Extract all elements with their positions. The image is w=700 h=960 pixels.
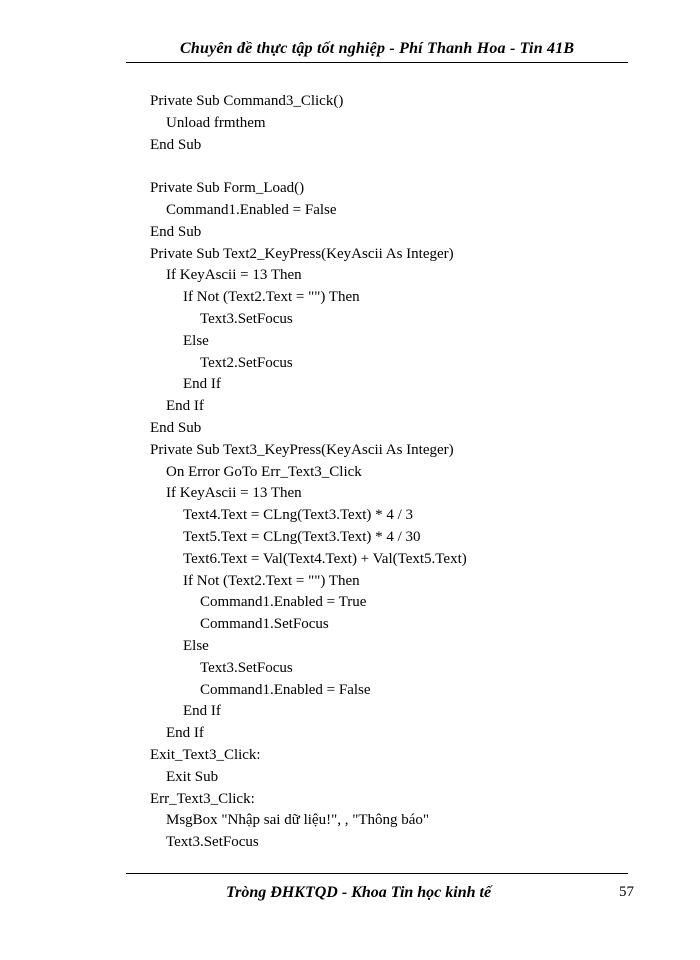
code-line: Err_Text3_Click: xyxy=(150,790,255,807)
code-line: Command1.Enabled = False xyxy=(200,681,371,698)
code-line: Text3.SetFocus xyxy=(166,834,259,851)
code-line: End Sub xyxy=(150,136,202,153)
code-line xyxy=(150,156,610,178)
code-line: Text6.Text = Val(Text4.Text) + Val(Text5.Text) xyxy=(183,550,467,567)
code-line: End If xyxy=(183,703,221,720)
code-line: End If xyxy=(183,376,221,393)
code-line: On Error GoTo Err_Text3_Click xyxy=(166,463,362,480)
code-line: End If xyxy=(166,725,204,742)
code-listing xyxy=(150,91,610,854)
code-line: Private Sub Text2_KeyPress(KeyAscii As Integer) xyxy=(150,245,454,262)
footer-text: Tròng ĐHKTQD - Khoa Tin học kinh tế xyxy=(226,884,492,901)
code-line: If Not (Text2.Text = "") Then xyxy=(183,289,360,306)
code-line: Text3.SetFocus xyxy=(200,310,293,327)
code-line: Else xyxy=(183,637,209,654)
code-line: Else xyxy=(183,332,209,349)
code-line: End If xyxy=(166,398,204,415)
header-title: Chuyên đề thực tập tốt nghiệp - Phí Thanh Hoa - Tin 41B xyxy=(180,40,575,57)
code-line: Exit_Text3_Click: xyxy=(150,746,261,763)
code-line: Text5.Text = CLng(Text3.Text) * 4 / 30 xyxy=(183,528,421,545)
page-header xyxy=(126,36,628,63)
code-line: If Not (Text2.Text = "") Then xyxy=(183,572,360,589)
code-line: If KeyAscii = 13 Then xyxy=(166,485,302,502)
code-line: If KeyAscii = 13 Then xyxy=(166,267,302,284)
code-line: End Sub xyxy=(150,419,202,436)
code-line: Text4.Text = CLng(Text3.Text) * 4 / 3 xyxy=(183,507,414,524)
code-line: Command1.Enabled = True xyxy=(200,594,367,611)
code-line: Exit Sub xyxy=(166,768,219,785)
code-line: Command1.Enabled = False xyxy=(166,201,337,218)
code-line: End Sub xyxy=(150,223,202,240)
code-line: Text3.SetFocus xyxy=(200,659,293,676)
page-number: 57 xyxy=(619,884,634,900)
code-line: Command1.SetFocus xyxy=(200,616,329,633)
code-line: Text2.SetFocus xyxy=(200,354,293,371)
page-footer xyxy=(126,873,634,914)
code-line: Private Sub Command3_Click() xyxy=(150,93,344,109)
code-line: Private Sub Text3_KeyPress(KeyAscii As Integer) xyxy=(150,441,454,458)
code-line: Private Sub Form_Load() xyxy=(150,180,305,197)
code-line: MsgBox "Nhập sai dữ liệu!", , "Thông báo" xyxy=(166,812,430,829)
code-line: Unload frmthem xyxy=(166,114,266,131)
